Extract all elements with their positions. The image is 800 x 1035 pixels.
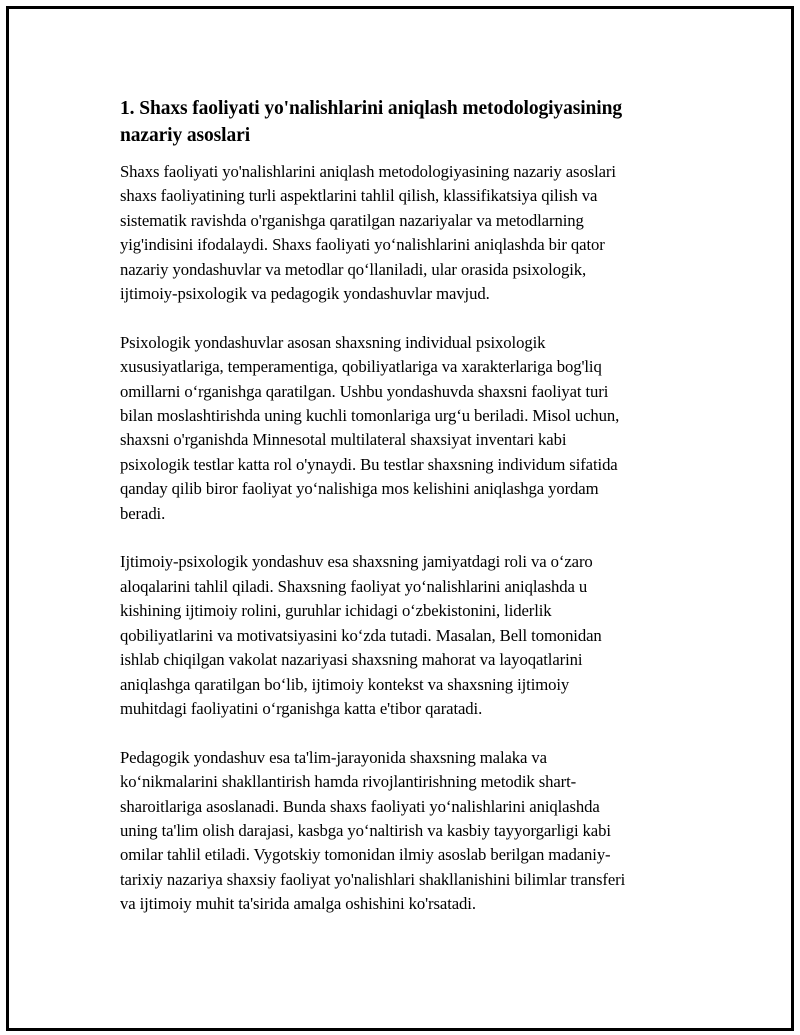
paragraph-line: Psixologik yondashuvlar asosan shaxsning individual psixologik [120, 332, 546, 352]
paragraph-line: ko‘nikmalarini shakllantirish hamda rivojlantirishning metodik shart- [120, 772, 577, 792]
paragraph-line: sistematik ravishda o'rganishga qaratilgan nazariyalar va metodlarning [120, 210, 584, 230]
paragraph-1 [120, 160, 695, 306]
paragraph-line: nazariy yondashuvlar va metodlar qo‘llaniladi, ular orasida psixologik, [120, 259, 587, 279]
document-body [120, 95, 695, 941]
paragraph-line: va ijtimoiy muhit ta'sirida amalga oshishini ko'rsatadi. [120, 894, 476, 914]
paragraph-2 [120, 331, 695, 526]
heading-line: nazariy asoslari [120, 125, 251, 146]
paragraph-line: beradi. [120, 503, 166, 523]
paragraph-line: shaxs faoliyatining turli aspektlarini tahlil qilish, klassifikatsiya qilish va [120, 186, 598, 206]
paragraph-line: muhitdagi faoliyatini o‘rganishga katta e'tibor qaratadi. [120, 698, 483, 718]
paragraph-line: omilar tahlil etiladi. Vygotskiy tomonidan ilmiy asoslab berilgan madaniy- [120, 845, 611, 865]
paragraph-line: yig'indisini ifodalaydi. Shaxs faoliyati yo‘nalishlarini aniqlashda bir qator [120, 235, 605, 255]
paragraph-line: qanday qilib biror faoliyat yo‘nalishiga mos kelishini aniqlashga yordam [120, 479, 599, 499]
paragraph-line: psixologik testlar katta rol o'ynaydi. Bu testlar shaxsning individum sifatida [120, 454, 618, 474]
paragraph-line: aloqalarini tahlil qiladi. Shaxsning faoliyat yo‘nalishlarini aniqlashda u [120, 576, 588, 596]
paragraph-line: uning ta'lim olish darajasi, kasbga yo‘naltirish va kasbiy tayyorgarligi kabi [120, 820, 611, 840]
paragraph-line: qobiliyatlarini va motivatsiyasini ko‘zda tutadi. Masalan, Bell tomonidan [120, 625, 602, 645]
heading-line: 1. Shaxs faoliyati yo'nalishlarini aniqlash metodologiyasining [120, 98, 623, 119]
paragraph-4 [120, 746, 695, 917]
paragraph-line: bilan moslashtirishda uning kuchli tomonlariga urg‘u beriladi. Misol uchun, [120, 406, 620, 426]
paragraph-line: shaxsni o'rganishda Minnesotal multilateral shaxsiyat inventari kabi [120, 430, 567, 450]
page-frame [6, 6, 794, 1031]
paragraph-line: ishlab chiqilgan vakolat nazariyasi shaxsning mahorat va layoqatlarini [120, 650, 583, 670]
paragraph-line: ijtimoiy-psixologik va pedagogik yondashuvlar mavjud. [120, 284, 490, 304]
paragraph-3 [120, 550, 695, 721]
paragraph-line: omillarni o‘rganishga qaratilgan. Ushbu yondashuvda shaxsni faoliyat turi [120, 381, 609, 401]
paragraph-line: xususiyatlariga, temperamentiga, qobiliyatlariga va xarakterlariga bog'liq [120, 357, 602, 377]
paragraph-line: Pedagogik yondashuv esa ta'lim-jarayonida shaxsning malaka va [120, 747, 547, 767]
paragraph-line: sharoitlariga asoslanadi. Bunda shaxs faoliyati yo‘nalishlarini aniqlashda [120, 796, 600, 816]
paragraph-line: aniqlashga qaratilgan bo‘lib, ijtimoiy kontekst va shaxsning ijtimoiy [120, 674, 570, 694]
paragraph-line: Shaxs faoliyati yo'nalishlarini aniqlash metodologiyasining nazariy asoslari [120, 162, 616, 181]
paragraph-line: tarixiy nazariya shaxsiy faoliyat yo'nalishlari shakllanishini bilimlar transferi [120, 869, 626, 889]
paragraph-line: kishining ijtimoiy rolini, guruhlar ichidagi o‘zbekistonini, liderlik [120, 601, 552, 621]
paragraph-line: Ijtimoiy-psixologik yondashuv esa shaxsning jamiyatdagi roli va o‘zaro [120, 552, 593, 572]
section-heading [120, 95, 695, 149]
